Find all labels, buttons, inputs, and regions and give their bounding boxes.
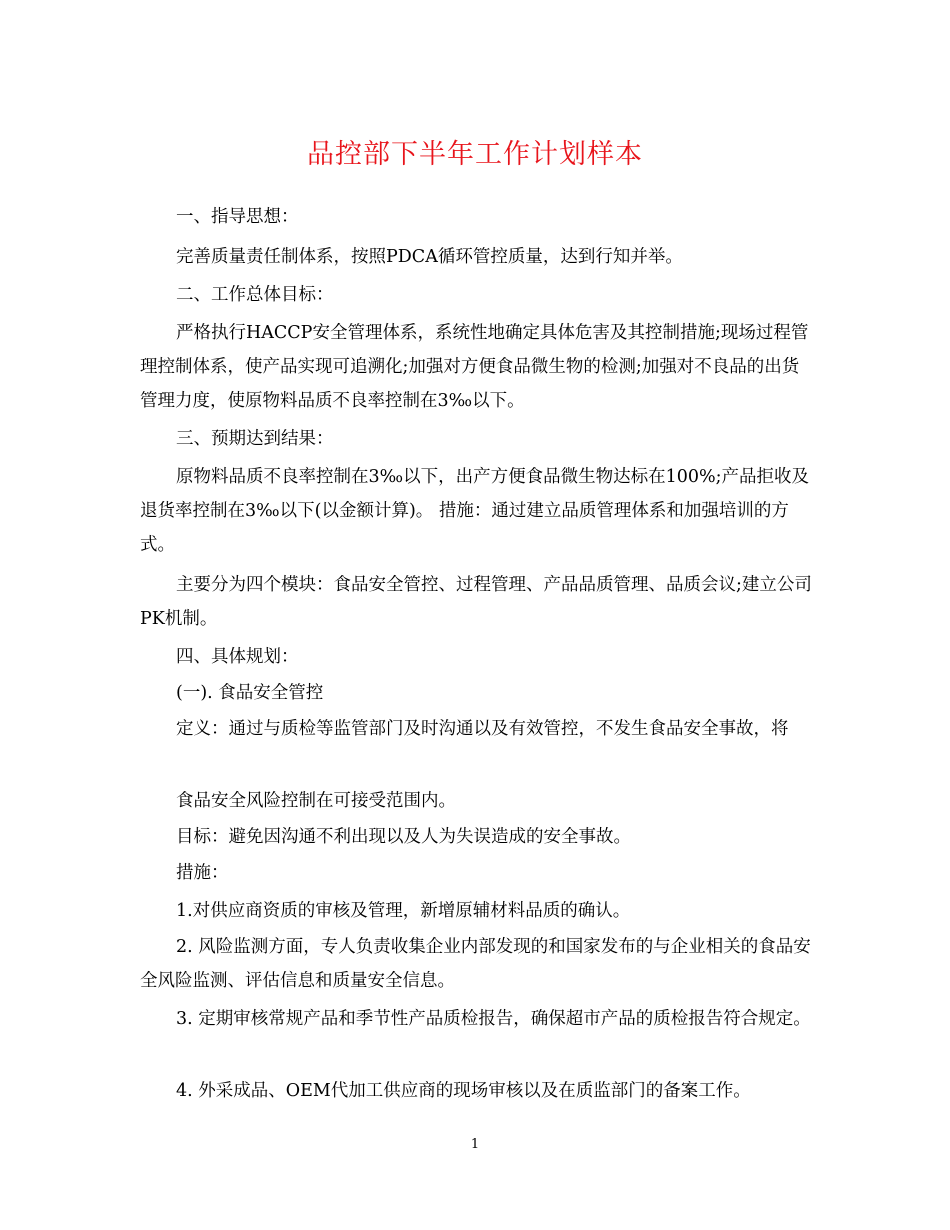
paragraph-target: 目标：避免因沟通不利出现以及人为失误造成的安全事故。 [176, 827, 631, 847]
subheading-food-safety: (一). 食品安全管控 [176, 683, 324, 703]
list-item-3: 3. 定期审核常规产品和季节性产品质检报告，确保超市产品的质检报告符合规定。 [176, 1009, 811, 1029]
paragraph-overall-goal: 严格执行HACCP安全管理体系，系统性地确定具体危害及其控制措施;现场过程管理控制体系，使产品实现可追溯化;加强对方便食品微生物的检测;加强对不良品的出货管理力度，使原物料品质不良率控制在3‰以下。 [140, 323, 809, 411]
heading-guiding-ideology: 一、指导思想： [176, 207, 299, 227]
heading-expected-results: 三、预期达到结果： [176, 429, 334, 449]
list-item-2: 2. 风险监测方面，专人负责收集企业内部发现的和国家发布的与企业相关的食品安全风险监测、评估信息和质量安全信息。 [140, 937, 811, 991]
list-item-1: 1.对供应商资质的审核及管理，新增原辅材料品质的确认。 [176, 901, 631, 921]
list-item-4: 4. 外采成品、OEM代加工供应商的现场审核以及在质监部门的备案工作。 [176, 1081, 751, 1101]
document-title: 品控部下半年工作计划样本 [307, 139, 643, 170]
paragraph-guiding-ideology: 完善质量责任制体系，按照PDCA循环管控质量，达到行知并举。 [176, 247, 683, 267]
paragraph-expected-results: 原物料品质不良率控制在3‰以下，出产方便食品微生物达标在100%;产品拒收及退货率控制在3‰以下(以金额计算)。 措施：通过建立品质管理体系和加强培训的方式。 [140, 467, 810, 555]
heading-specific-plan: 四、具体规划： [176, 647, 299, 667]
paragraph-measures-label: 措施： [176, 863, 229, 883]
paragraph-definition: 定义：通过与质检等监管部门及时沟通以及有效管控，不发生食品安全事故，将 [176, 719, 789, 739]
paragraph-four-modules: 主要分为四个模块：食品安全管控、过程管理、产品品质管理、品质会议;建立公司PK机制。 [140, 575, 812, 629]
heading-overall-goal: 二、工作总体目标： [176, 285, 334, 305]
paragraph-definition-cont: 食品安全风险控制在可接受范围内。 [176, 791, 456, 811]
page-number: 1 [470, 1137, 480, 1152]
